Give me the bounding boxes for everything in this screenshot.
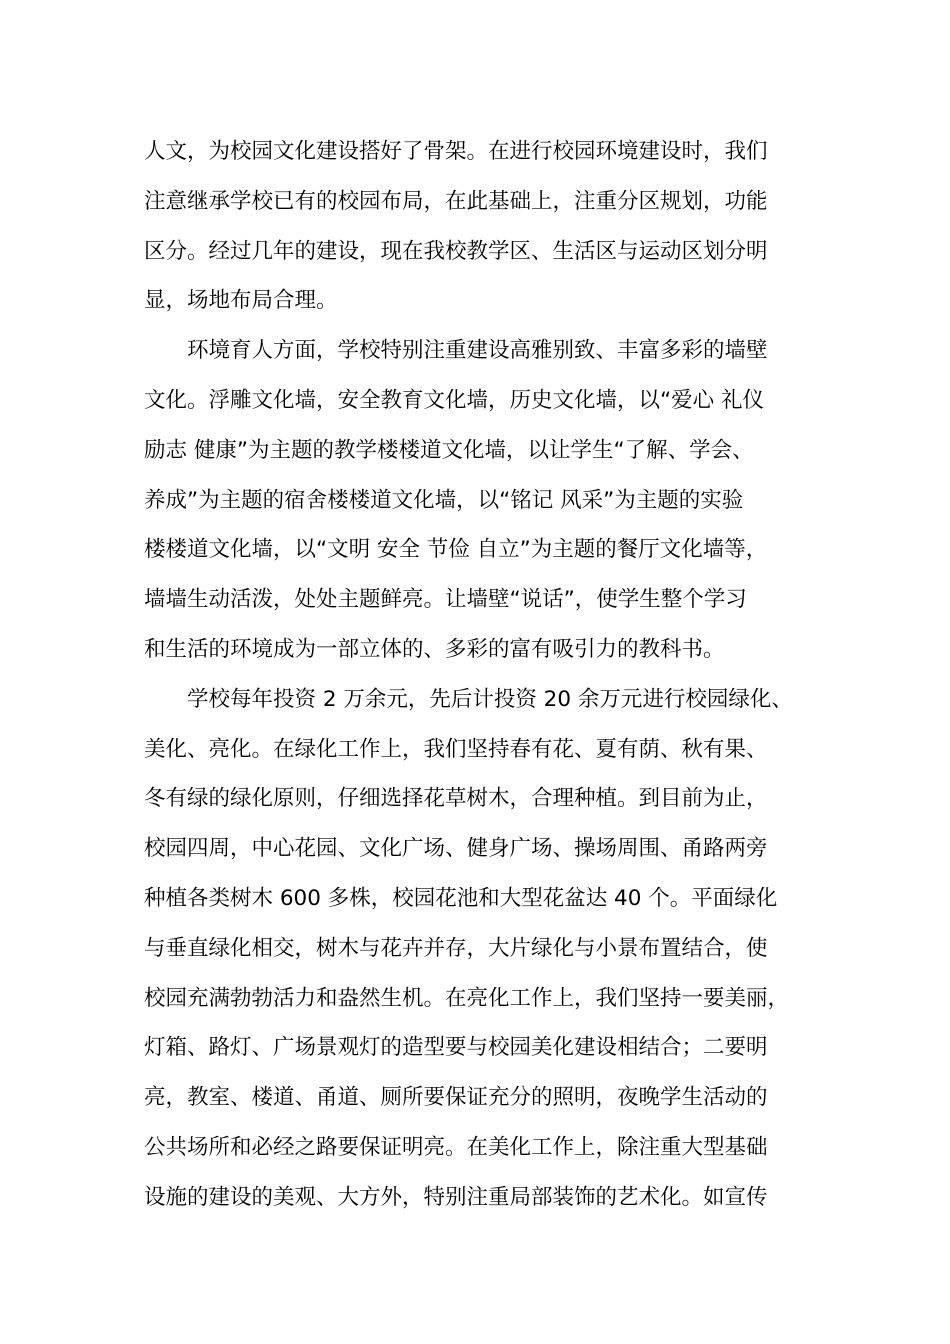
text-line: 和生活的环境成为一部立体的、多彩的富有吸引力的教科书。 [144,636,725,662]
text-line: 励志 健康”为主题的教学楼楼道文化墙，以让学生“了解、学会、 [144,437,754,463]
body-text [144,130,824,1226]
text-line: 校园四周，中心花园、文化广场、健身广场、操场周围、甬路两旁 [144,836,768,862]
text-line: 养成”为主题的宿舍楼楼道文化墙，以“铭记 风采”为主题的实验 [144,487,744,513]
text-line: 文化。浮雕文化墙，安全教育文化墙，历史文化墙，以“爱心 礼仪 [144,387,764,413]
text-line: 楼楼道文化墙，以“文明 安全 节俭 自立”为主题的餐厅文化墙等， [144,537,768,563]
text-line: 校园充满勃勃活力和盎然生机。在亮化工作上，我们坚持一要美丽， [144,985,790,1011]
text-line: 人文，为校园文化建设搭好了骨架。在进行校园环境建设时，我们 [144,139,768,164]
text-line: 显，场地布局合理。 [144,288,338,314]
text-line: 冬有绿的绿化原则，仔细选择花草树木，合理种植。到目前为止， [144,786,768,812]
text-line: 公共场所和必经之路要保证明亮。在美化工作上，除注重大型基础 [144,1134,768,1160]
text-line: 种植各类树木 600 多株，校园花池和大型花盆达 40 个。平面绿化 [144,885,778,911]
text-line: 环境育人方面，学校特别注重建设高雅别致、丰富多彩的墙壁 [144,338,768,364]
text-line: 学校每年投资 2 万余元，先后计投资 20 余万元进行校园绿化、 [144,686,793,712]
text-line: 亮，教室、楼道、甬道、厕所要保证充分的照明，夜晚学生活动的 [144,1085,768,1111]
text-line: 注意继承学校已有的校园布局，在此基础上，注重分区规划，功能 [144,188,768,214]
text-line: 与垂直绿化相交，树木与花卉并存，大片绿化与小景布置结合，使 [144,935,768,961]
text-line: 设施的建设的美观、大方外，特别注重局部装饰的艺术化。如宣传 [144,1184,768,1210]
text-line: 美化、亮化。在绿化工作上，我们坚持春有花、夏有荫、秋有果、 [144,736,768,762]
text-line: 区分。经过几年的建设，现在我校教学区、生活区与运动区划分明 [144,238,768,264]
text-line: 墙墙生动活泼，处处主题鲜亮。让墙壁“说话”，使学生整个学习 [144,587,747,613]
text-line: 灯箱、路灯、广场景观灯的造型要与校园美化建设相结合；二要明 [144,1035,768,1061]
